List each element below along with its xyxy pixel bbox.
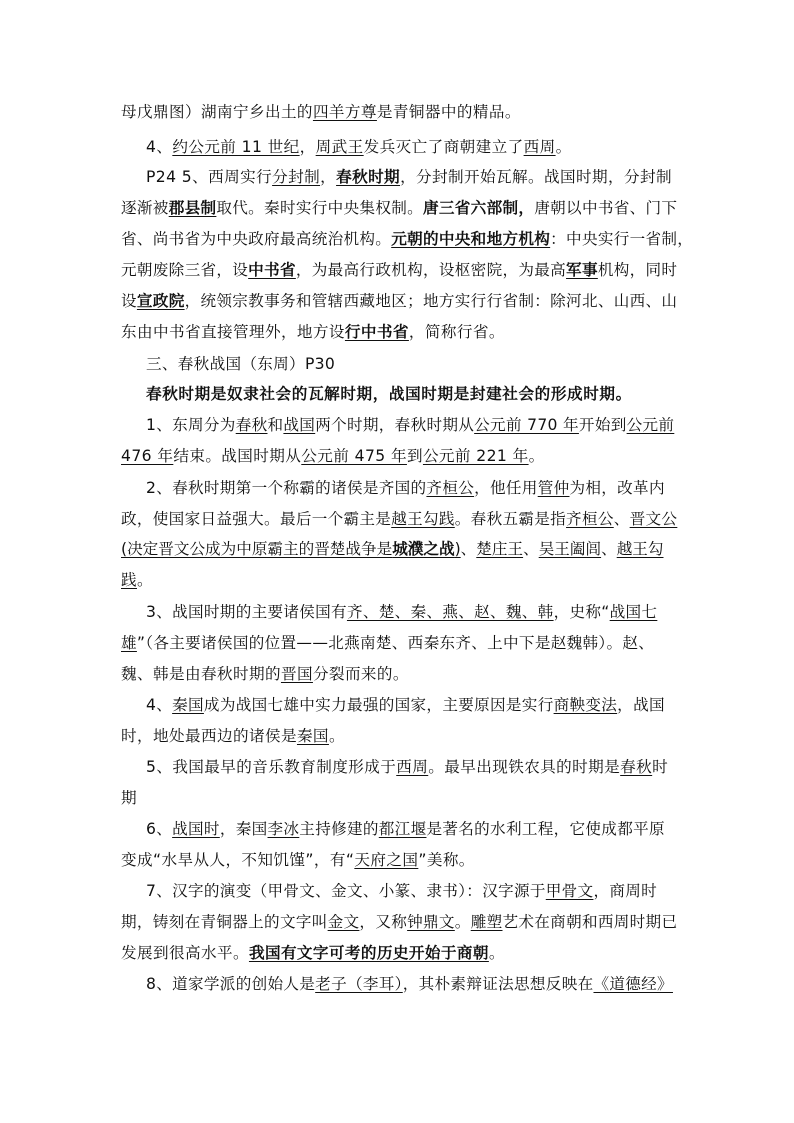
text-line bbox=[121, 631, 794, 655]
bold-text: 春秋时期是奴隶社会的瓦解时期，战国时期是封建社会的形成时期。 bbox=[146, 385, 632, 403]
text-segment: 元朝废除三省，设 bbox=[121, 261, 249, 279]
underlined-term: ) bbox=[454, 540, 461, 558]
text-line bbox=[146, 382, 794, 406]
text-segment: 三、春秋战国（东周）P30 bbox=[146, 355, 336, 373]
text-line bbox=[146, 135, 794, 159]
text-segment: 。 bbox=[328, 727, 345, 745]
underlined-term: 越王勾践 bbox=[391, 510, 455, 528]
text-line bbox=[146, 755, 794, 779]
text-segment: 到 bbox=[406, 447, 423, 465]
text-line bbox=[121, 320, 794, 344]
text-segment: ，商周时 bbox=[593, 882, 658, 900]
text-segment: 发展到很高水平。 bbox=[121, 944, 249, 962]
underlined-term: 春秋 bbox=[620, 758, 653, 776]
text-line bbox=[121, 786, 794, 810]
text-segment: 是青铜器中的精品。 bbox=[376, 103, 521, 121]
underlined-term: 吴王阖闾 bbox=[538, 540, 602, 558]
underlined-term: 公元前 221 年 bbox=[422, 447, 529, 465]
underlined-term: 我国有文字可考的历史开始于商朝 bbox=[248, 944, 489, 962]
text-segment: 6、 bbox=[146, 820, 173, 838]
text-segment: 期 bbox=[121, 789, 137, 807]
text-line bbox=[121, 227, 794, 251]
text-segment: 。 bbox=[528, 447, 545, 465]
text-segment: 、 bbox=[613, 510, 630, 528]
underlined-term: 公元前 770 年 bbox=[474, 416, 579, 434]
underlined-term: 宣政院 bbox=[136, 292, 185, 310]
text-segment: 艺术在商朝和西周时期已 bbox=[502, 913, 678, 931]
text-line bbox=[121, 100, 794, 124]
text-segment: 5、我国最早的音乐教育制度形成于 bbox=[146, 758, 397, 776]
text-segment: 分裂而来的。 bbox=[312, 665, 409, 683]
underlined-term: 战国时 bbox=[172, 820, 220, 838]
text-segment: 母戊鼎图）湖南宁乡出土的 bbox=[121, 103, 313, 121]
text-line bbox=[146, 413, 794, 437]
text-segment: 、 bbox=[460, 540, 477, 558]
underlined-term: 雕塑 bbox=[470, 913, 503, 931]
text-segment: 主持修建的 bbox=[299, 820, 379, 838]
text-segment: 发兵灭亡了商朝建立了 bbox=[363, 138, 524, 156]
text-segment: ，又称 bbox=[359, 913, 408, 931]
underlined-term: 晋文公 bbox=[629, 510, 678, 528]
text-segment: 为相，改革内 bbox=[569, 479, 665, 497]
underlined-term: 管仲 bbox=[537, 479, 570, 497]
text-segment: 4、 bbox=[146, 138, 173, 156]
text-segment: 政，使国家日益强大。最后一个霸主是 bbox=[121, 510, 392, 528]
text-segment: 。 bbox=[555, 138, 572, 156]
text-segment: 成为战国七雄中实力最强的国家，主要原因是实行 bbox=[203, 696, 554, 714]
text-segment: 。 bbox=[454, 913, 471, 931]
text-segment: 时，地处最西边的诸侯是 bbox=[121, 727, 297, 745]
text-segment: 4、 bbox=[146, 696, 173, 714]
text-segment: 变成“水旱从人，不知饥馑”，有“ bbox=[121, 851, 355, 869]
text-segment: 。春秋五霸是指 bbox=[454, 510, 567, 528]
underlined-term: 秦国 bbox=[172, 696, 204, 714]
text-segment: 1、东周分为 bbox=[146, 416, 236, 434]
underlined-term: 战国 bbox=[283, 416, 316, 434]
underlined-term: 元朝的中央和地方机构 bbox=[391, 230, 551, 248]
underlined-term: 春秋 bbox=[235, 416, 268, 434]
underlined-term: 秦国 bbox=[296, 727, 329, 745]
underlined-term: 老子（李耳） bbox=[315, 975, 403, 993]
text-segment: 和 bbox=[267, 416, 284, 434]
underlined-term: 甲骨文 bbox=[545, 882, 594, 900]
underlined-term: 都江堰 bbox=[378, 820, 427, 838]
underlined-term: 中书省 bbox=[248, 261, 296, 279]
text-line bbox=[146, 165, 794, 189]
underlined-term: 公元前 bbox=[626, 416, 675, 434]
underlined-term: 分封制 bbox=[272, 168, 321, 186]
text-segment: 两个时期，春秋时期从 bbox=[315, 416, 475, 434]
underlined-term: 行中书省 bbox=[344, 323, 409, 341]
text-line bbox=[121, 196, 794, 220]
underlined-term: 齐、楚、秦、燕、赵、魏、韩 bbox=[346, 603, 554, 621]
text-segment: ，秦国 bbox=[219, 820, 268, 838]
text-line bbox=[121, 568, 794, 592]
text-line bbox=[146, 693, 794, 717]
underlined-term: 天府之国 bbox=[354, 851, 419, 869]
underlined-term: 四羊方尊 bbox=[312, 103, 377, 121]
text-line bbox=[146, 600, 794, 624]
text-line bbox=[121, 507, 794, 531]
underlined-term: 476 年 bbox=[121, 447, 174, 465]
underlined-term: 齐桓公 bbox=[566, 510, 614, 528]
underlined-term: 西周 bbox=[396, 758, 429, 776]
text-segment: 魏、韩是由春秋时期的 bbox=[121, 665, 281, 683]
text-line bbox=[146, 972, 794, 996]
text-line bbox=[146, 879, 794, 903]
text-segment: 、 bbox=[601, 540, 617, 558]
bold-text: 唐三省六部制， bbox=[423, 199, 535, 217]
text-line bbox=[146, 476, 794, 500]
text-line bbox=[121, 724, 794, 748]
underlined-term: 楚庄王 bbox=[476, 540, 524, 558]
underlined-term: 李冰 bbox=[267, 820, 300, 838]
text-line bbox=[121, 910, 794, 934]
text-segment: 8、道家学派的创始人是 bbox=[146, 975, 316, 993]
text-segment: 设 bbox=[121, 292, 137, 310]
text-segment: 结束。战国时期从 bbox=[173, 447, 302, 465]
underlined-term: 约公元前 11 世纪 bbox=[172, 138, 300, 156]
underlined-term: 践 bbox=[121, 571, 137, 589]
text-segment: 7、汉字的演变（甲骨文、金文、小篆、隶书）：汉字源于 bbox=[146, 882, 546, 900]
text-segment: ，为最高行政机构，设枢密院，为最高 bbox=[295, 261, 567, 279]
text-segment: 省、尚书省为中央政府最高统治机构。 bbox=[121, 230, 392, 248]
underlined-term: 西周 bbox=[523, 138, 556, 156]
text-line bbox=[121, 848, 794, 872]
text-segment: ，其朴素辩证法思想反映在 bbox=[402, 975, 594, 993]
text-segment: ， bbox=[320, 168, 337, 186]
text-segment: 2、春秋时期第一个称霸的诸侯是齐国的 bbox=[146, 479, 427, 497]
text-segment: ，分封制开始瓦解。战国时期，分封制 bbox=[400, 168, 672, 186]
text-line bbox=[121, 444, 794, 468]
text-segment: P24 5、西周实行 bbox=[146, 168, 273, 186]
text-segment: 时 bbox=[652, 758, 669, 776]
underlined-term: 《道德经》 bbox=[593, 975, 673, 993]
text-line bbox=[121, 941, 794, 965]
underlined-term: 商鞅变法 bbox=[553, 696, 618, 714]
text-line bbox=[121, 289, 794, 313]
underlined-term: 雄 bbox=[121, 634, 137, 652]
text-segment: 取代。秦时实行中央集权制。 bbox=[216, 199, 423, 217]
underlined-term: 春秋时期 bbox=[336, 168, 401, 186]
text-segment: 期，铸刻在青铜器上的文字叫 bbox=[121, 913, 328, 931]
text-segment: 是著名的水利工程，它使成都平原 bbox=[426, 820, 665, 838]
text-segment: 。 bbox=[137, 571, 153, 589]
text-line bbox=[146, 817, 794, 841]
underlined-term: 公元前 475 年 bbox=[301, 447, 407, 465]
text-segment: 东由中书省直接管理外，地方设 bbox=[121, 323, 345, 341]
text-segment: ，他任用 bbox=[474, 479, 538, 497]
text-segment: ”（各主要诸侯国的位置——北燕南楚、西秦东齐、上中下是赵魏韩）。赵、 bbox=[136, 634, 655, 652]
text-segment: 唐朝以中书省、门下 bbox=[534, 199, 678, 217]
text-segment: 机构，同时 bbox=[597, 261, 678, 279]
underlined-term: 越王勾 bbox=[616, 540, 664, 558]
underlined-term: 晋国 bbox=[280, 665, 313, 683]
text-segment: 3、战国时期的主要诸侯国有 bbox=[146, 603, 347, 621]
text-segment: ，史称“ bbox=[553, 603, 610, 621]
underlined-term: (决定晋文公成为中原霸主的晋楚战争是 bbox=[121, 540, 393, 558]
text-segment: 逐渐被 bbox=[121, 199, 169, 217]
text-line bbox=[121, 537, 794, 561]
text-segment: ，战国 bbox=[617, 696, 665, 714]
text-segment: 、 bbox=[523, 540, 539, 558]
underlined-term: 郡县制 bbox=[168, 199, 217, 217]
underlined-term: 城濮之战 bbox=[392, 540, 455, 558]
underlined-term: 金文 bbox=[327, 913, 360, 931]
text-segment: ：中央实行一省制， bbox=[550, 230, 694, 248]
underlined-term: 战国七 bbox=[609, 603, 658, 621]
text-segment: ，统领宗教事务和管辖西藏地区；地方实行行省制：除河北、山西、山 bbox=[184, 292, 678, 310]
text-segment: ， bbox=[299, 138, 316, 156]
text-segment: ”美称。 bbox=[418, 851, 475, 869]
text-segment: 。 bbox=[488, 944, 505, 962]
text-segment: ，简称行省。 bbox=[408, 323, 505, 341]
underlined-term: 军事 bbox=[566, 261, 598, 279]
text-line bbox=[146, 352, 794, 376]
underlined-term: 齐桓公 bbox=[426, 479, 475, 497]
underlined-term: 周武王 bbox=[315, 138, 364, 156]
text-segment: 。最早出现铁农具的时期是 bbox=[428, 758, 621, 776]
underlined-term: 钟鼎文 bbox=[407, 913, 455, 931]
text-segment: 开始到 bbox=[578, 416, 627, 434]
text-line bbox=[121, 258, 794, 282]
text-line bbox=[121, 662, 794, 686]
